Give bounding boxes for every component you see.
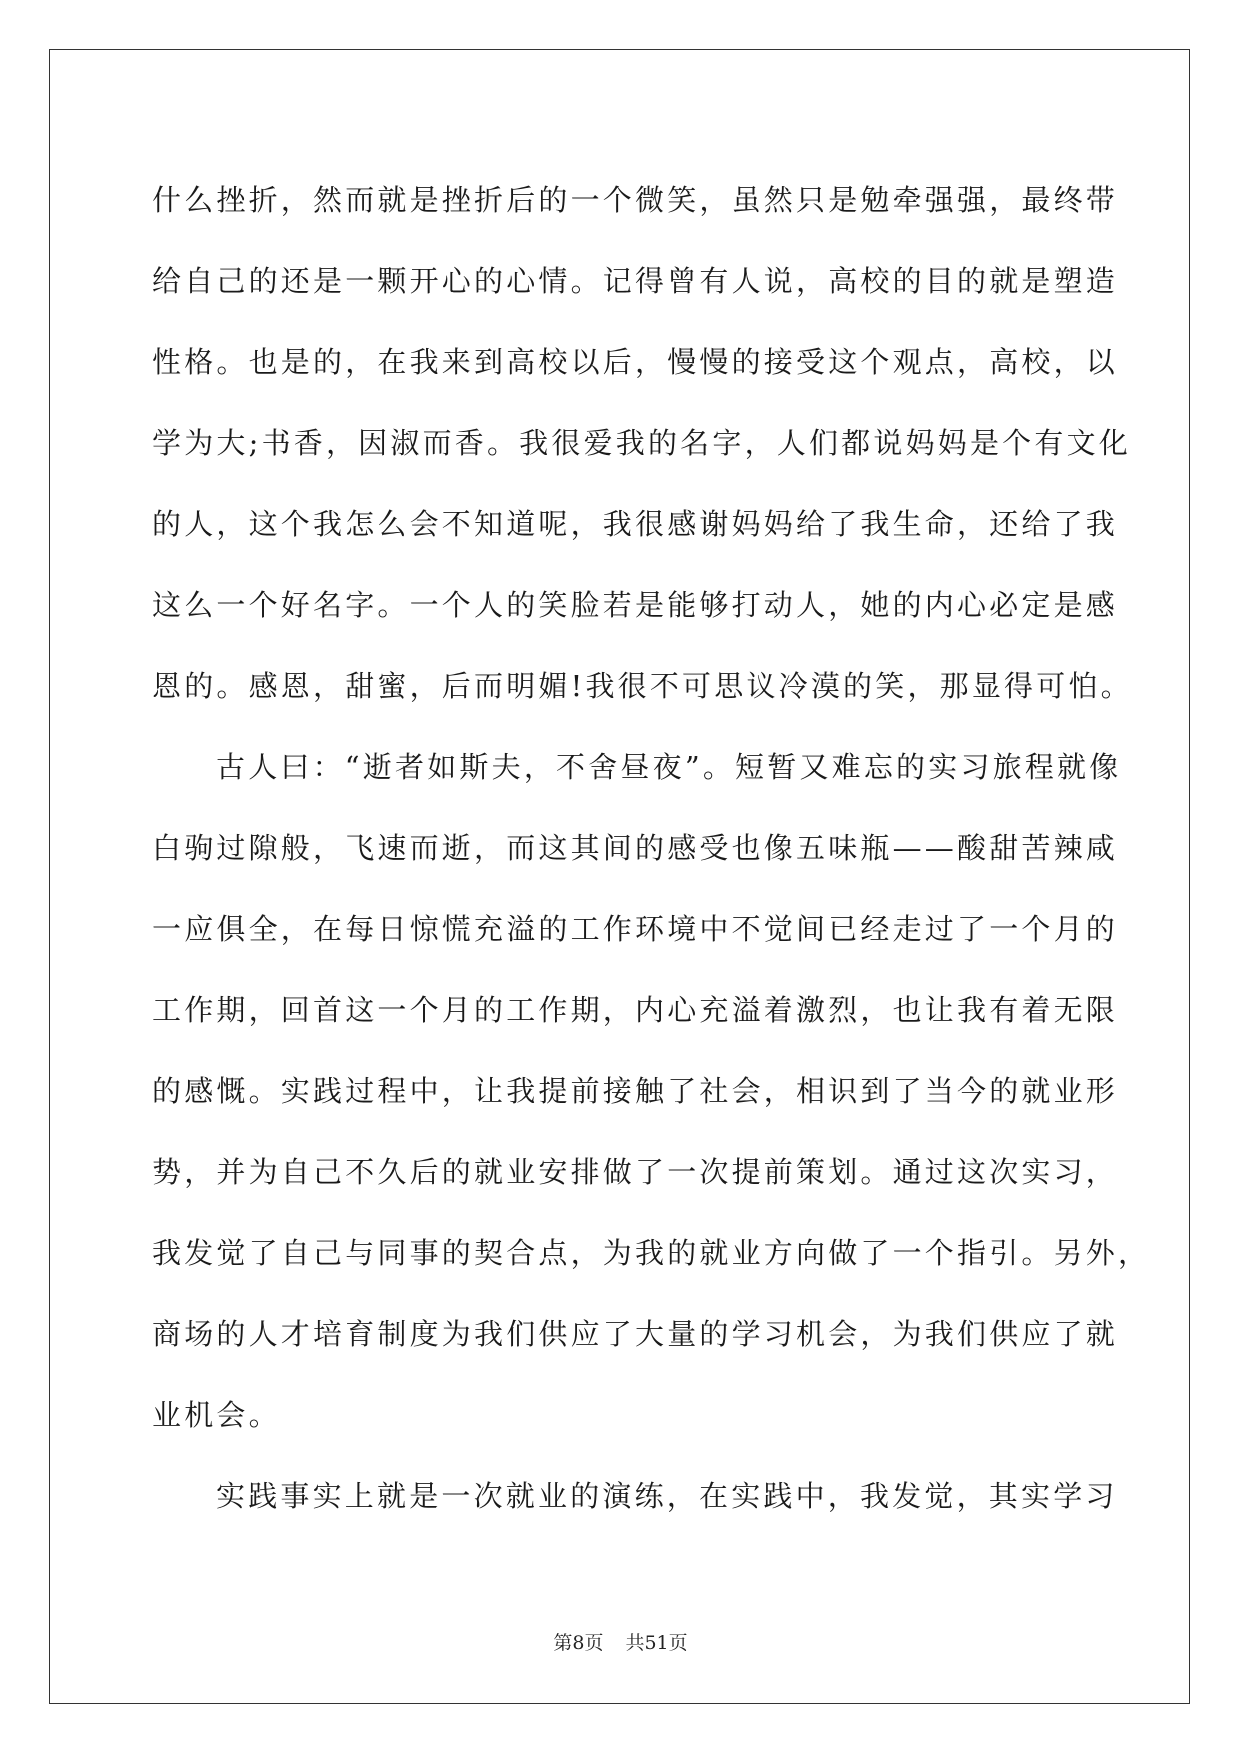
paragraph-start-line: 古人曰：“逝者如斯夫，不舍昼夜”。短暂又难忘的实习旅程就像	[216, 750, 1122, 784]
page-number: 第8页	[553, 1632, 604, 1654]
text-line: 商场的人才培育制度为我们供应了大量的学习机会，为我们供应了就	[152, 1317, 1119, 1351]
page-total: 共51页	[625, 1632, 688, 1654]
text-line: 业机会。	[152, 1398, 281, 1432]
page-footer	[0, 1628, 1241, 1655]
text-line: 工作期，回首这一个月的工作期，内心充溢着激烈，也让我有着无限	[152, 993, 1119, 1027]
paragraph-start-line: 实践事实上就是一次就业的演练，在实践中，我发觉，其实学习	[216, 1479, 1118, 1513]
text-line: 的感慨。实践过程中，让我提前接触了社会，相识到了当今的就业形	[152, 1074, 1119, 1108]
text-line: 一应俱全，在每日惊慌充溢的工作环境中不觉间已经走过了一个月的	[152, 912, 1119, 946]
text-line: 什么挫折，然而就是挫折后的一个微笑，虽然只是勉牵强强，最终带	[152, 183, 1119, 217]
text-line: 的人，这个我怎么会不知道呢，我很感谢妈妈给了我生命，还给了我	[152, 507, 1119, 541]
text-line: 给自己的还是一颗开心的心情。记得曾有人说，高校的目的就是塑造	[152, 264, 1119, 298]
text-line: 势，并为自己不久后的就业安排做了一次提前策划。通过这次实习，	[152, 1155, 1119, 1189]
document-body	[152, 160, 1151, 1537]
text-line: 这么一个好名字。一个人的笑脸若是能够打动人，她的内心必定是感	[152, 588, 1119, 622]
text-line: 学为大;书香，因淑而香。我很爱我的名字，人们都说妈妈是个有文化	[152, 426, 1131, 460]
text-line: 恩的。感恩，甜蜜，后而明媚!我很不可思议冷漠的笑，那显得可怕。	[152, 669, 1133, 703]
text-line: 性格。也是的，在我来到高校以后，慢慢的接受这个观点，高校，以	[152, 345, 1119, 379]
text-line: 白驹过隙般，飞速而逝，而这其间的感受也像五味瓶——酸甜苦辣咸	[152, 831, 1119, 865]
text-line: 我发觉了自己与同事的契合点，为我的就业方向做了一个指引。另外，	[152, 1236, 1151, 1270]
